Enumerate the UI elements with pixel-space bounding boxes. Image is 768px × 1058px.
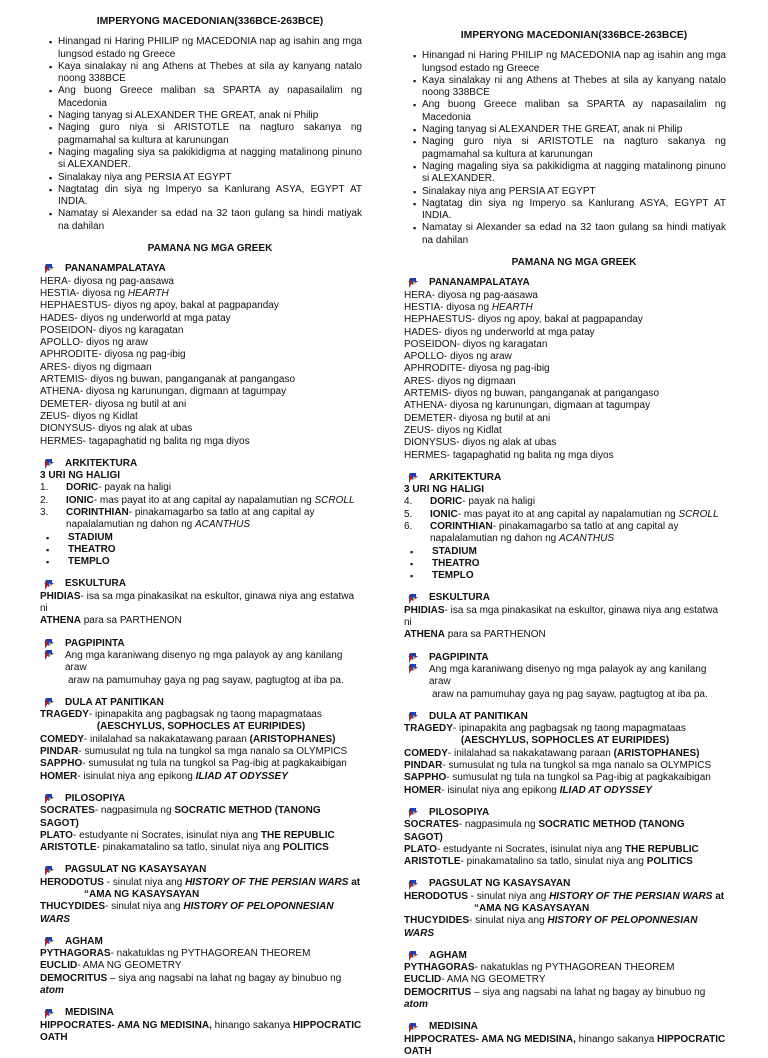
section-kasaysayan: PAGSULAT NG KASAYSAYAN <box>40 864 362 876</box>
god-entry: APHRODITE- diyosa ng pag-ibig <box>40 349 186 361</box>
god-entry: APOLLO- diyos ng araw <box>404 351 512 363</box>
bullet-item: ▪ Sinalakay niya ang PERSIA AT EGYPT <box>413 186 726 198</box>
section-medisina: MEDISINA <box>404 1021 726 1033</box>
haligi-heading: 3 URI NG HALIGI <box>404 484 485 496</box>
doc-title: IMPERYONG MACEDONIAN(336BCE-263BCE) <box>460 30 688 41</box>
arrow-down-icon <box>407 653 419 663</box>
left-column: IMPERYONG MACEDONIAN(336BCE-263BCE) ▪ Hinangad ni Haring PHILIP ng MACEDONIA nap ag isahin ang mga lungsod estado ng Greece ▪ Kaya sinalakay ni ang Athens at Thebes at sila ay kanyang natalo noong 338BCE ▪ Ang buong Greece maliban sa SPARTA ay napasailalim ng Macedonia ▪ Naging tanyag si ALEXANDER THE GREAT, anak ni Philip ▪ Naging guro niya si ARISTOTLE na nagturo sakanya ng pagmamahal sa kultura at karunungan ▪ Naging magaling siya sa pakikidigma at nagging matalinong pinuno si ALEXANDER. ▪ Sinalakay niya ang PERSIA AT EGYPT ▪ Nagtatag din siya ng Imperyo sa Kanlurang ASYA, EGYPT AT INDIA. ▪ Namatay si Alexander sa edad na 32 taon gulang sa hindi matiyak na dahilan PAMANA NG MGA GREEK PANANAMPALATAYA HERA- diyosa ng pag-aasawa HESTIA- diyosa ng HEARTH HEPHAESTUS- diyos ng apoy, bakal at pagpapanday HADES- diyos ng underworld at mga patay POSEIDON- diyos ng karagatan APOLLO- diyos ng araw APHRODITE- diyosa ng pag-ibig ARES- diyos ng digmaan ARTEMIS- diyos ng buwan, panganganak at pangangaso ATHENA- diyosa ng karunungan, digmaan at tagumpay DEMETER- diyosa ng butil at ani ZEUS- diyos ng Kidlat DIONYSUS- diyos ng alak at ubas HERMES- tagapaghatid ng balita ng mga diyos ARKITEKTURA 3 URI NG HALIGI 1. DORIC- payak na haligi 2. IONIC- mas payat ito at ang capital ay napalamutian ng SCROLL 3. CORINTHIAN- pinakamagarbo sa tatlo at ang capital ay napalalamutian ng dahon ng ACANTHUS ▪ STADIUM ▪ THEATRO ▪ TEMPLO ESKULTURA PHIDIAS- isa sa mga pinakasikat na eskultor, ginawa niya ang estatwa ni ATHENA para sa PARTHENON PAGPIPINTA Ang mga karaniwang disenyo ng mga palayok ay ang kanilang araw araw na pamumuhay gaya ng pag sayaw, pagtugtog at iba pa. DULA AT PANITIKAN TRAGEDY- ipinapakita ang pagbagsak ng taong mapagmataas (AESCHYLUS, SOPHOCLES AT EURIPIDES) COMEDY- inilalahad sa nakakatawang paraan (ARISTOPHANES) PINDAR- sumusulat ng tula na tungkol sa mga nanalo sa OLYMPICS SAPPHO- sumusulat ng tula na tungkol sa Pag-ibig at pagkakaibigan HOMER- isinulat niya ang epikong ILIAD AT ODYSSEY PILOSOPIYA SOCRATES- nagpasimula ng SOCRATIC METHOD (TANONG SAGOT) PLATO- estudyante ni Socrates, isinulat niya ang THE REPUBLIC ARISTOTLE- pinakamatalino sa tatlo, sinulat niya ang POLITICS PAGSULAT NG KASAYSAYAN HERODOTUS - sinulat niya ang HISTORY OF THE PERSIAN WARS at “AMA NG KASAYSAYAN THUCYDIDES- sinulat niya ang HISTORY OF PELOPONNESIAN WARS AGHAM PYTHAGORAS- nakatuklas ng PYTHAGOREAN THEOREM EUCLID- AMA NG GEOMETRY DEMOCRITUS – siya ang nagsabi na lahat ng bagay ay binubuo ng atom MEDISINA HIPPOCRATES- AMA NG MEDISINA, hinango sakanya HIPPOCRATIC OATH <box>40 16 362 1044</box>
pamana-heading: PAMANA NG MGA GREEK <box>511 257 637 269</box>
section-dula: DULA AT PANITIKAN <box>40 697 362 709</box>
god-entry: HERA- diyosa ng pag-aasawa <box>40 275 174 287</box>
bullet-item: ▪ Naging tanyag si ALEXANDER THE GREAT, anak ni Philip <box>413 124 726 136</box>
god-entry: DIONYSUS- diyos ng alak at ubas <box>40 423 193 435</box>
section-eskultura: ESKULTURA <box>404 592 726 604</box>
arrow-down-icon <box>43 1009 55 1019</box>
bullet-item: ▪ Namatay si Alexander sa edad na 32 taon gulang sa hindi matiyak na dahilan <box>413 222 726 247</box>
gods-list <box>404 290 726 462</box>
arrow-down-icon <box>407 712 419 722</box>
arrow-down-icon <box>43 866 55 876</box>
bullet-item: ▪ Kaya sinalakay ni ang Athens at Thebes at sila ay kanyang natalo noong 338BCE <box>49 61 362 86</box>
pamana-heading: PAMANA NG MGA GREEK <box>147 243 273 255</box>
god-entry: DIONYSUS- diyos ng alak at ubas <box>404 437 557 449</box>
bullet-item: ▪ Hinangad ni Haring PHILIP ng MACEDONIA nap ag isahin ang mga lungsod estado ng Greece <box>49 36 362 61</box>
arrow-down-icon <box>407 808 419 818</box>
god-entry: HADES- diyos ng underworld at mga patay <box>40 312 231 324</box>
section-pilosopiya: PILOSOPIYA <box>404 807 726 819</box>
arrow-down-icon <box>43 794 55 804</box>
arrow-down-icon <box>43 264 55 274</box>
section-agham: AGHAM <box>404 950 726 962</box>
god-entry: ARES- diyos ng digmaan <box>404 375 516 387</box>
god-entry: ARES- diyos ng digmaan <box>40 361 152 373</box>
god-entry: ATHENA- diyosa ng karunungan, digmaan at tagumpay <box>404 400 651 412</box>
god-entry: ATHENA- diyosa ng karunungan, digmaan at tagumpay <box>40 386 287 398</box>
bullet-item: ▪ Hinangad ni Haring PHILIP ng MACEDONIA nap ag isahin ang mga lungsod estado ng Greece <box>413 50 726 75</box>
god-entry: POSEIDON- diyos ng karagatan <box>404 338 548 350</box>
section-pilosopiya: PILOSOPIYA <box>40 793 362 805</box>
section-arkitektura: ARKITEKTURA <box>40 458 362 470</box>
god-entry: DEMETER- diyosa ng butil at ani <box>40 398 187 410</box>
arrow-down-icon <box>407 278 419 288</box>
arrow-down-icon <box>43 639 55 649</box>
bullet-item: ▪ Nagtatag din siya ng Imperyo sa Kanlurang ASYA, EGYPT AT INDIA. <box>413 198 726 223</box>
god-entry: HEPHAESTUS- diyos ng apoy, bakal at pagpapanday <box>404 314 643 326</box>
arrow-down-icon <box>407 880 419 890</box>
bullet-item: ▪ Naging tanyag si ALEXANDER THE GREAT, anak ni Philip <box>49 110 362 122</box>
arrow-down-icon <box>43 650 55 660</box>
buildings-list: ▪ STADIUM ▪ THEATRO ▪ TEMPLO <box>404 546 726 583</box>
god-entry: APHRODITE- diyosa ng pag-ibig <box>404 363 550 375</box>
god-entry: HESTIA- diyosa ng HEARTH <box>40 287 169 299</box>
bullet-item: ▪ Sinalakay niya ang PERSIA AT EGYPT <box>49 172 362 184</box>
god-entry: ZEUS- diyos ng Kidlat <box>40 410 138 422</box>
section-pananampalataya: PANANAMPALATAYA <box>40 263 362 275</box>
bullet-item: ▪ Nagtatag din siya ng Imperyo sa Kanlurang ASYA, EGYPT AT INDIA. <box>49 184 362 209</box>
arrow-down-icon <box>43 698 55 708</box>
section-pananampalataya: PANANAMPALATAYA <box>404 277 726 289</box>
section-pagpipinta: PAGPIPINTA <box>404 652 726 664</box>
god-entry: POSEIDON- diyos ng karagatan <box>40 324 184 336</box>
bullet-item: ▪ Naging guro niya si ARISTOTLE na nagturo sakanya ng pagmamahal sa kultura at karunungan <box>413 136 726 161</box>
god-entry: HERMES- tagapaghatid ng balita ng mga diyos <box>40 435 250 447</box>
section-arkitektura: ARKITEKTURA <box>404 472 726 484</box>
macedonian-bullets <box>40 36 362 233</box>
gods-list <box>40 276 362 448</box>
arrow-down-icon <box>43 580 55 590</box>
doc-title: IMPERYONG MACEDONIAN(336BCE-263BCE) <box>96 16 324 27</box>
arrow-down-icon <box>407 951 419 961</box>
arrow-down-icon <box>407 594 419 604</box>
arrow-down-icon <box>43 459 55 469</box>
column-types-list: 1. DORIC- payak na haligi 2. IONIC- mas payat ito at ang capital ay napalamutian ng SCROLL 3. CORINTHIAN- pinakamagarbo sa tatlo at ang capital ay <box>40 482 355 518</box>
section-agham: AGHAM <box>40 936 362 948</box>
bullet-item: ▪ Ang buong Greece maliban sa SPARTA ay napasailalim ng Macedonia <box>413 99 726 124</box>
section-kasaysayan: PAGSULAT NG KASAYSAYAN <box>404 878 726 890</box>
section-dula: DULA AT PANITIKAN <box>404 711 726 723</box>
god-entry: ARTEMIS- diyos ng buwan, panganganak at pangangaso <box>404 388 660 400</box>
bullet-item: ▪ Ang buong Greece maliban sa SPARTA ay napasailalim ng Macedonia <box>49 85 362 110</box>
god-entry: HERA- diyosa ng pag-aasawa <box>404 289 538 301</box>
bullet-item: ▪ Namatay si Alexander sa edad na 32 taon gulang sa hindi matiyak na dahilan <box>49 208 362 233</box>
god-entry: APOLLO- diyos ng araw <box>40 337 148 349</box>
buildings-list: ▪ STADIUM ▪ THEATRO ▪ TEMPLO <box>40 532 362 569</box>
arrow-down-icon <box>407 1023 419 1033</box>
god-entry: DEMETER- diyosa ng butil at ani <box>404 412 551 424</box>
column-types-list: 4. DORIC- payak na haligi 5. IONIC- mas payat ito at ang capital ay napalamutian ng SCROLL 6. CORINTHIAN- pinakamagarbo sa tatlo at ang capital ay <box>404 496 719 532</box>
god-entry: ARTEMIS- diyos ng buwan, panganganak at pangangaso <box>40 374 296 386</box>
god-entry: HEPHAESTUS- diyos ng apoy, bakal at pagpapanday <box>40 300 279 312</box>
section-pagpipinta: PAGPIPINTA <box>40 638 362 650</box>
bullet-item: ▪ Naging magaling siya sa pakikidigma at nagging matalinong pinuno si ALEXANDER. <box>49 147 362 172</box>
section-eskultura: ESKULTURA <box>40 578 362 590</box>
right-column: IMPERYONG MACEDONIAN(336BCE-263BCE) ▪ Hinangad ni Haring PHILIP ng MACEDONIA nap ag isahin ang mga lungsod estado ng Greece ▪ Kaya sinalakay ni ang Athens at Thebes at sila ay kanyang natalo noong 338BCE ▪ Ang buong Greece maliban sa SPARTA ay napasailalim ng Macedonia ▪ Naging tanyag si ALEXANDER THE GREAT, anak ni Philip ▪ Naging guro niya si ARISTOTLE na nagturo sakanya ng pagmamahal sa kultura at karunungan ▪ Naging magaling siya sa pakikidigma at nagging matalinong pinuno si ALEXANDER. ▪ Sinalakay niya ang PERSIA AT EGYPT ▪ Nagtatag din siya ng Imperyo sa Kanlurang ASYA, EGYPT AT INDIA. ▪ Namatay si Alexander sa edad na 32 taon gulang sa hindi matiyak na dahilan PAMANA NG MGA GREEK PANANAMPALATAYA HERA- diyosa ng pag-aasawa HESTIA- diyosa ng HEARTH HEPHAESTUS- diyos ng apoy, bakal at pagpapanday HADES- diyos ng underworld at mga patay POSEIDON- diyos ng karagatan APOLLO- diyos ng araw APHRODITE- diyosa ng pag-ibig ARES- diyos ng digmaan ARTEMIS- diyos ng buwan, panganganak at pangangaso ATHENA- diyosa ng karunungan, digmaan at tagumpay DEMETER- diyosa ng butil at ani ZEUS- diyos ng Kidlat DIONYSUS- diyos ng alak at ubas HERMES- tagapaghatid ng balita ng mga diyos ARKITEKTURA 3 URI NG HALIGI 4. DORIC- payak na haligi 5. IONIC- mas payat ito at ang capital ay napalamutian ng SCROLL 6. CORINTHIAN- pinakamagarbo sa tatlo at ang capital ay napalalamutian ng dahon ng ACANTHUS ▪ STADIUM ▪ THEATRO ▪ TEMPLO ESKULTURA PHIDIAS- isa sa mga pinakasikat na eskultor, ginawa niya ang estatwa ni ATHENA para sa PARTHENON PAGPIPINTA Ang mga karaniwang disenyo ng mga palayok ay ang kanilang araw araw na pamumuhay gaya ng pag sayaw, pagtugtog at iba pa. DULA AT PANITIKAN TRAGEDY- ipinapakita ang pagbagsak ng taong mapagmataas (AESCHYLUS, SOPHOCLES AT EURIPIDES) COMEDY- inilalahad sa nakakatawang paraan (ARISTOPHANES) PINDAR- sumusulat ng tula na tungkol sa mga nanalo sa OLYMPICS SAPPHO- sumusulat ng tula na tungkol sa Pag-ibig at pagkakaibigan HOMER- isinulat niya ang epikong ILIAD AT ODYSSEY PILOSOPIYA SOCRATES- nagpasimula ng SOCRATIC METHOD (TANONG SAGOT) PLATO- estudyante ni Socrates, isinulat niya ang THE REPUBLIC ARISTOTLE- pinakamatalino sa tatlo, sinulat niya ang POLITICS PAGSULAT NG KASAYSAYAN HERODOTUS - sinulat niya ang HISTORY OF THE PERSIAN WARS at “AMA NG KASAYSAYAN THUCYDIDES- sinulat niya ang HISTORY OF PELOPONNESIAN WARS AGHAM PYTHAGORAS- nakatuklas ng PYTHAGOREAN THEOREM EUCLID- AMA NG GEOMETRY DEMOCRITUS – siya ang nagsabi na lahat ng bagay ay binubuo ng atom MEDISINA HIPPOCRATES- AMA NG MEDISINA, hinango sakanya HIPPOCRATIC OATH <box>404 30 726 1058</box>
macedonian-bullets <box>404 50 726 247</box>
bullet-item: ▪ Kaya sinalakay ni ang Athens at Thebes at sila ay kanyang natalo noong 338BCE <box>413 75 726 100</box>
arrow-down-icon <box>43 937 55 947</box>
bullet-item: ▪ Naging magaling siya sa pakikidigma at nagging matalinong pinuno si ALEXANDER. <box>413 161 726 186</box>
haligi-heading: 3 URI NG HALIGI <box>40 470 121 482</box>
god-entry: HERMES- tagapaghatid ng balita ng mga diyos <box>404 449 614 461</box>
god-entry: HESTIA- diyosa ng HEARTH <box>404 301 533 313</box>
arrow-down-icon <box>407 473 419 483</box>
bullet-item: ▪ Naging guro niya si ARISTOTLE na nagturo sakanya ng pagmamahal sa kultura at karunungan <box>49 122 362 147</box>
god-entry: HADES- diyos ng underworld at mga patay <box>404 326 595 338</box>
god-entry: ZEUS- diyos ng Kidlat <box>404 424 502 436</box>
section-medisina: MEDISINA <box>40 1007 362 1019</box>
arrow-down-icon <box>407 664 419 674</box>
